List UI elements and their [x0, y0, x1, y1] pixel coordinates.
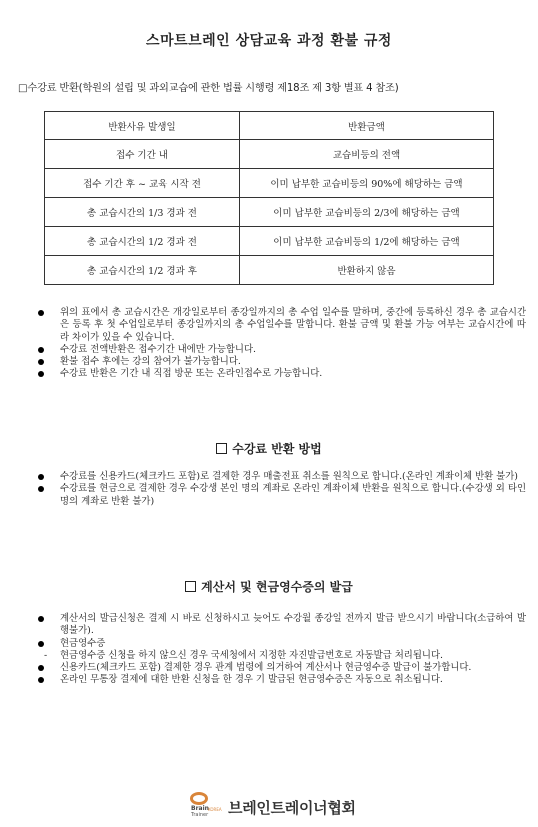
bullet-icon: [38, 486, 44, 492]
table-cell-amount: 교습비등의 전액: [240, 140, 494, 169]
bullet-icon: [38, 310, 44, 316]
table-cell-reason: 총 교습시간의 1/3 경과 전: [45, 198, 240, 227]
header-amount: 반환금액: [240, 112, 494, 140]
bullet-icon: [38, 665, 44, 671]
table-row: [45, 169, 494, 198]
table-row: [45, 227, 494, 256]
refund-method-list: [38, 471, 526, 508]
list-item: 환불 접수 후에는 강의 참여가 불가능합니다.: [38, 356, 526, 368]
bullet-icon: [38, 371, 44, 377]
bullet-icon: [38, 677, 44, 683]
bullet-icon: [38, 641, 44, 647]
table-header-row: [45, 112, 494, 140]
organization-name: 브레인트레이너협회: [228, 798, 356, 817]
list-item: 수강료를 신용카드(체크카드 포함)로 결제한 경우 매출전표 취소를 원칙으로 합니다.(온라인 계좌이체 반환 불가): [38, 471, 526, 483]
list-item: 수강료 반환은 기간 내 직접 방문 또는 온라인접수로 가능합니다.: [38, 368, 526, 380]
section-heading-refund-method: 수강료 반환 방법: [0, 440, 538, 457]
table-row: [45, 140, 494, 169]
bullet-icon: [38, 474, 44, 480]
table-cell-reason: 총 교습시간의 1/2 경과 후: [45, 256, 240, 285]
receipts-list: [38, 613, 526, 687]
table-cell-amount: 반환하지 않음: [240, 256, 494, 285]
table-cell-amount: 이미 납부한 교습비등의 90%에 해당하는 금액: [240, 169, 494, 198]
bullet-icon: [38, 616, 44, 622]
list-item: 온라인 무통장 결제에 대한 반환 신청을 한 경우 기 발급된 현금영수증은 자동으로 취소됩니다.: [38, 674, 526, 686]
refund-table: [44, 111, 494, 285]
table-cell-amount: 이미 납부한 교습비등의 2/3에 해당하는 금액: [240, 198, 494, 227]
table-cell-amount: 이미 납부한 교습비등의 1/2에 해당하는 금액: [240, 227, 494, 256]
list-item: 수강료 전액반환은 접수기간 내에만 가능합니다.: [38, 344, 526, 356]
refund-subtitle: □수강료 반환(학원의 설립 및 과외교습에 관한 법률 시행령 제18조 제 3항 별표 4 참조): [18, 83, 399, 94]
list-item: 현금영수증: [38, 638, 526, 650]
table-row: [45, 198, 494, 227]
table-cell-reason: 접수 기간 내: [45, 140, 240, 169]
section-heading-receipts: 계산서 및 현금영수증의 발급: [0, 578, 538, 595]
list-item: 신용카드(체크카드 포함) 결제한 경우 관계 법령에 의거하여 계산서나 현금영수증 발급이 불가합니다.: [38, 662, 526, 674]
dash-icon: -: [44, 649, 48, 661]
table-row: [45, 256, 494, 285]
brain-trainer-logo: Brain Trainer KOREA: [188, 792, 224, 822]
footer: [188, 792, 356, 822]
list-item: 계산서의 발급신청은 결제 시 바로 신청하시고 늦어도 수강월 종강일 전까지 발급 받으시기 바랍니다(소급하여 발행불가).: [38, 613, 526, 638]
refund-notes-list: [38, 307, 526, 381]
list-item-sub: - 현금영수증 신청을 하지 않으신 경우 국세청에서 지정한 자진발급번호로 자동발급 처리됩니다.: [44, 649, 443, 661]
list-item: 수강료를 현금으로 결제한 경우 수강생 본인 명의 계좌로 온라인 계좌이체 반환을 원칙으로 합니다.(수강생 외 타인 명의 계좌로 반환 불가): [38, 483, 526, 508]
table-cell-reason: 접수 기간 후 ~ 교육 시작 전: [45, 169, 240, 198]
document-title: 스마트브레인 상담교육 과정 환불 규정: [146, 33, 392, 49]
checkbox-square-icon: [185, 581, 196, 592]
table-cell-reason: 총 교습시간의 1/2 경과 전: [45, 227, 240, 256]
header-reason: 반환사유 발생일: [45, 112, 240, 140]
bullet-icon: [38, 347, 44, 353]
list-item: 위의 표에서 총 교습시간은 개강일로부터 종강일까지의 총 수업 일수를 말하며, 중간에 등록하신 경우 총 교습시간은 등록 후 첫 수업일로부터 종강일까지의 총 수업일수를 말합니다. 환불 금액 및 환불 가능 여부는 교습시간에 따라 차이가 있을 수 있습니다.: [38, 307, 526, 344]
checkbox-square-icon: [216, 443, 227, 454]
bullet-icon: [38, 359, 44, 365]
logo-ring-icon: [190, 792, 208, 805]
